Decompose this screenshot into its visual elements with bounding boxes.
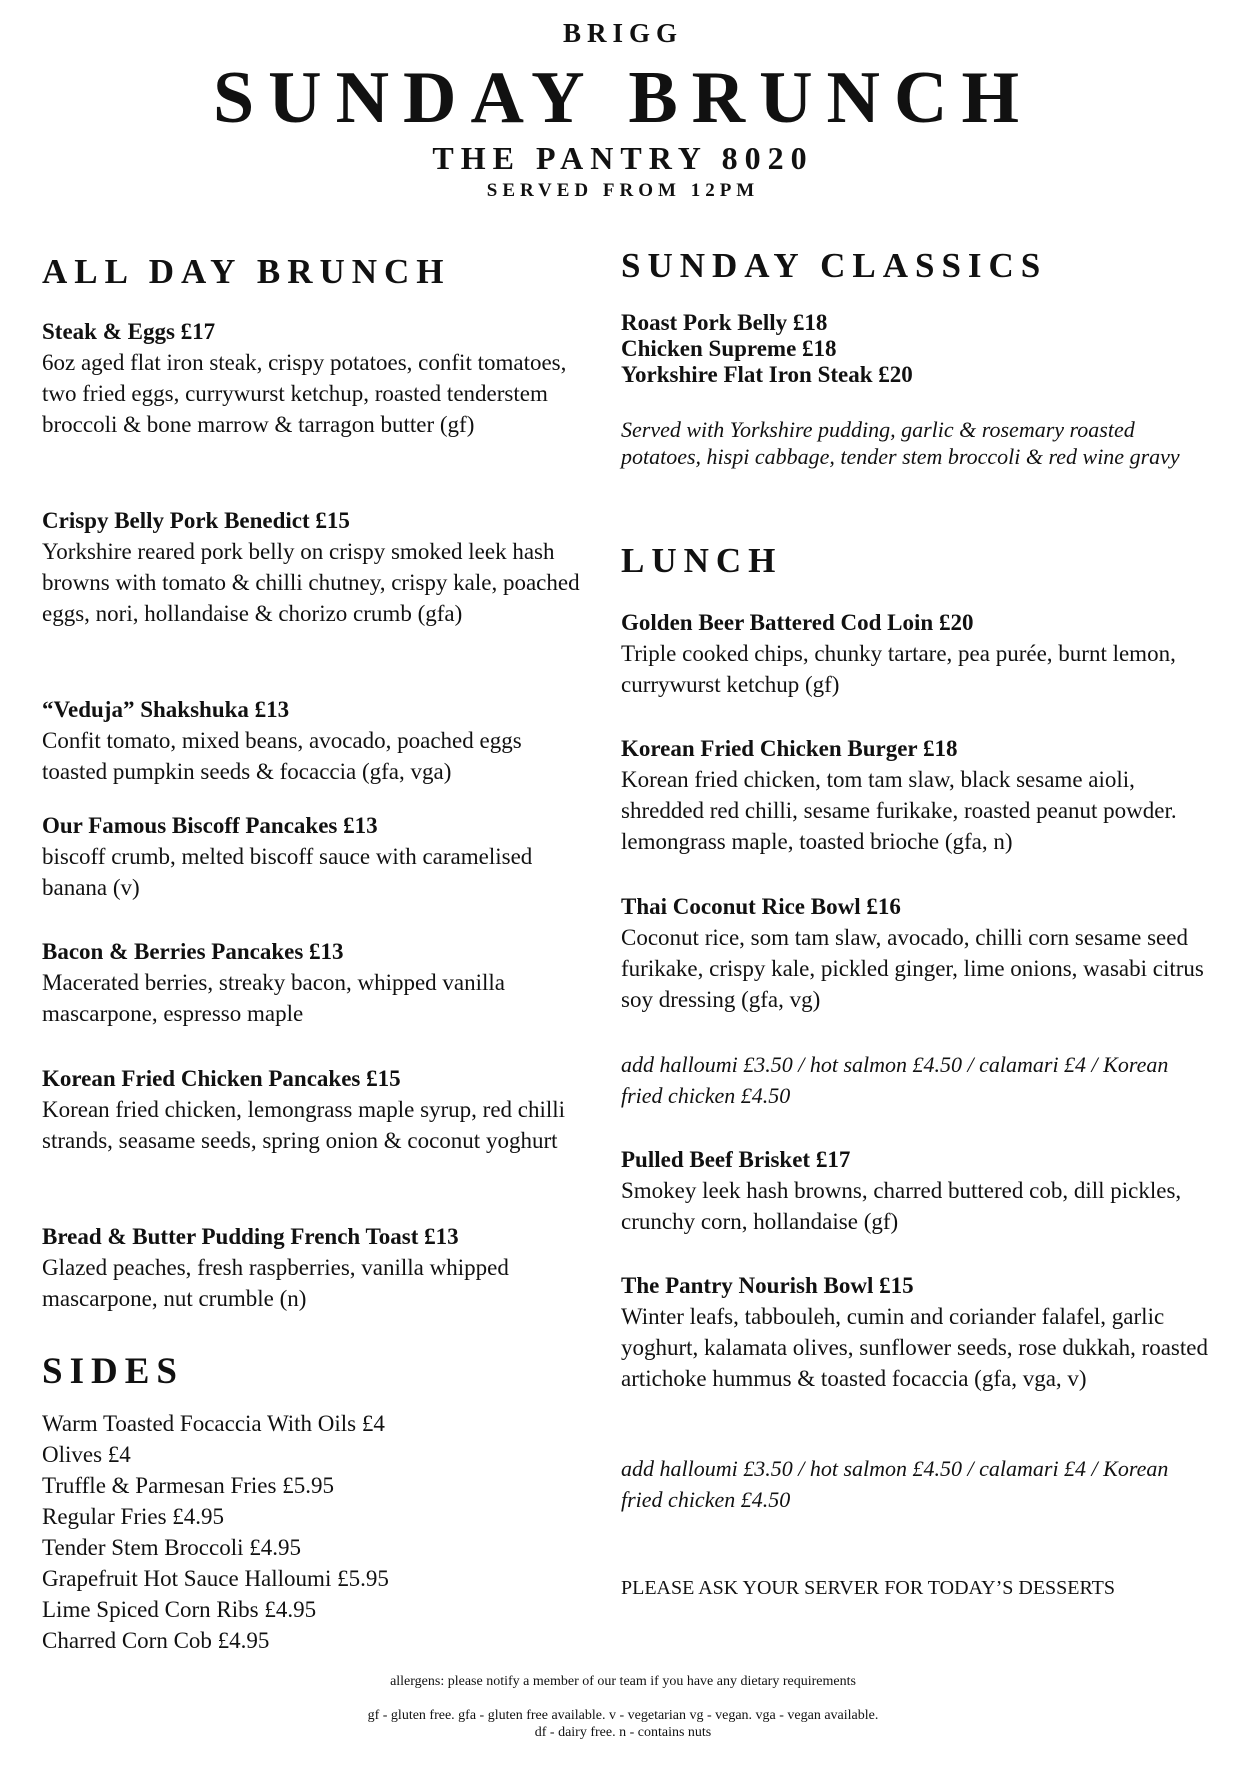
menu-item-name: Our Famous Biscoff Pancakes £13 bbox=[42, 813, 378, 838]
menu-item bbox=[42, 316, 587, 440]
dietary-key: gf - gluten free. gfa - gluten free available. v - vegetarian vg - vegan. vga - vegan available. bbox=[367, 1708, 879, 1723]
list-item: Lime Spiced Corn Ribs £4.95 bbox=[42, 1597, 317, 1622]
menu-item bbox=[621, 1270, 1211, 1394]
list-item: Regular Fries £4.95 bbox=[42, 1504, 225, 1529]
menu-item-description: Korean fried chicken, tom tam slaw, black sesame aioli, shredded red chilli, sesame furikake, roasted peanut powder. lemongrass maple, toasted brioche (gfa, n) bbox=[621, 767, 1177, 854]
serving-time: SERVED FROM 12PM bbox=[486, 180, 760, 201]
dietary-key-continued: df - dairy free. n - contains nuts bbox=[534, 1725, 712, 1740]
menu-item-name: Thai Coconut Rice Bowl £16 bbox=[621, 894, 901, 919]
menu-item bbox=[42, 1221, 587, 1314]
menu-item-description: Confit tomato, mixed beans, avocado, poached eggs toasted pumpkin seeds & focaccia (gfa, vga) bbox=[42, 728, 522, 784]
list-item: Truffle & Parmesan Fries £5.95 bbox=[42, 1473, 334, 1498]
sides-list bbox=[42, 1408, 587, 1656]
menu-item-name: Crispy Belly Pork Benedict £15 bbox=[42, 508, 350, 533]
menu-item-name: Korean Fried Chicken Burger £18 bbox=[621, 736, 958, 761]
menu-item-description: Glazed peaches, fresh raspberries, vanilla whipped mascarpone, nut crumble (n) bbox=[42, 1255, 509, 1311]
add-on-options: add halloumi £3.50 / hot salmon £4.50 / calamari £4 / Korean fried chicken £4.50 bbox=[621, 1052, 1169, 1108]
classics-note: Served with Yorkshire pudding, garlic & rosemary roasted potatoes, hispi cabbage, tender stem broccoli & red wine gravy bbox=[621, 417, 1180, 469]
menu-item-description: Yorkshire reared pork belly on crispy smoked leek hash browns with tomato & chilli chutney, crispy kale, poached eggs, nori, hollandaise & chorizo crumb (gfa) bbox=[42, 539, 580, 626]
menu-item bbox=[42, 936, 587, 1029]
menu-item-description: Macerated berries, streaky bacon, whipped vanilla mascarpone, espresso maple bbox=[42, 970, 505, 1026]
menu-item-description: Smokey leek hash browns, charred buttered cob, dill pickles, crunchy corn, hollandaise (gf) bbox=[621, 1178, 1182, 1234]
menu-item bbox=[621, 733, 1211, 857]
list-item: Roast Pork Belly £18 bbox=[621, 310, 828, 335]
brand-name: BRIGG bbox=[562, 18, 684, 48]
classics-list bbox=[621, 310, 1211, 388]
menu-item-description: biscoff crumb, melted biscoff sauce with caramelised banana (v) bbox=[42, 844, 533, 900]
list-item: Chicken Supreme £18 bbox=[621, 336, 837, 361]
menu-item-name: Bread & Butter Pudding French Toast £13 bbox=[42, 1224, 459, 1249]
lunch-heading: LUNCH bbox=[621, 541, 783, 580]
sides-heading: SIDES bbox=[42, 1351, 184, 1392]
menu-item bbox=[621, 891, 1211, 1015]
menu-item-name: Bacon & Berries Pancakes £13 bbox=[42, 939, 344, 964]
all-day-brunch-heading: ALL DAY BRUNCH bbox=[42, 252, 451, 291]
menu-item bbox=[42, 694, 587, 787]
menu-item-name: Korean Fried Chicken Pancakes £15 bbox=[42, 1066, 401, 1091]
menu-item-name: “Veduja” Shakshuka £13 bbox=[42, 697, 290, 722]
menu-item-description: Coconut rice, som tam slaw, avocado, chilli corn sesame seed furikake, crispy kale, pickled ginger, lime onions, wasabi citrus soy dressing (gfa, vg) bbox=[621, 925, 1204, 1012]
menu-item bbox=[621, 607, 1211, 700]
list-item: Grapefruit Hot Sauce Halloumi £5.95 bbox=[42, 1566, 389, 1591]
list-item: Tender Stem Broccoli £4.95 bbox=[42, 1535, 301, 1560]
menu-item-description: Triple cooked chips, chunky tartare, pea purée, burnt lemon, currywurst ketchup (gf) bbox=[621, 641, 1176, 697]
menu-item-name: Steak & Eggs £17 bbox=[42, 319, 216, 344]
list-item: Warm Toasted Focaccia With Oils £4 bbox=[42, 1411, 385, 1436]
allergens-note: allergens: please notify a member of our team if you have any dietary requirements bbox=[390, 1674, 856, 1689]
sunday-classics-heading: SUNDAY CLASSICS bbox=[621, 246, 1048, 285]
menu-item-description: Winter leafs, tabbouleh, cumin and coriander falafel, garlic yoghurt, kalamata olives, sunflower seeds, rose dukkah, roasted artichoke hummus & toasted focaccia (gfa, vga, v) bbox=[621, 1304, 1208, 1391]
page-title: SUNDAY BRUNCH bbox=[213, 57, 1033, 139]
menu-item-name: The Pantry Nourish Bowl £15 bbox=[621, 1273, 914, 1298]
list-item: Olives £4 bbox=[42, 1442, 131, 1467]
menu-item-name: Pulled Beef Brisket £17 bbox=[621, 1147, 851, 1172]
add-on-options: add halloumi £3.50 / hot salmon £4.50 / calamari £4 / Korean fried chicken £4.50 bbox=[621, 1456, 1169, 1512]
desserts-note: PLEASE ASK YOUR SERVER FOR TODAY’S DESSERTS bbox=[621, 1577, 1115, 1599]
list-item: Charred Corn Cob £4.95 bbox=[42, 1628, 270, 1653]
restaurant-subtitle: THE PANTRY 8020 bbox=[432, 140, 814, 176]
list-item: Yorkshire Flat Iron Steak £20 bbox=[621, 362, 913, 387]
menu-item bbox=[42, 505, 587, 629]
menu-item-description: Korean fried chicken, lemongrass maple syrup, red chilli strands, seasame seeds, spring onion & coconut yoghurt bbox=[42, 1097, 566, 1153]
menu-item-description: 6oz aged flat iron steak, crispy potatoes, confit tomatoes, two fried eggs, currywurst ketchup, roasted tenderstem broccoli & bone marrow & tarragon butter (gf) bbox=[42, 350, 567, 437]
menu-item bbox=[42, 1063, 587, 1156]
menu-item bbox=[621, 1144, 1211, 1237]
menu-item bbox=[42, 810, 587, 903]
menu-item-name: Golden Beer Battered Cod Loin £20 bbox=[621, 610, 974, 635]
